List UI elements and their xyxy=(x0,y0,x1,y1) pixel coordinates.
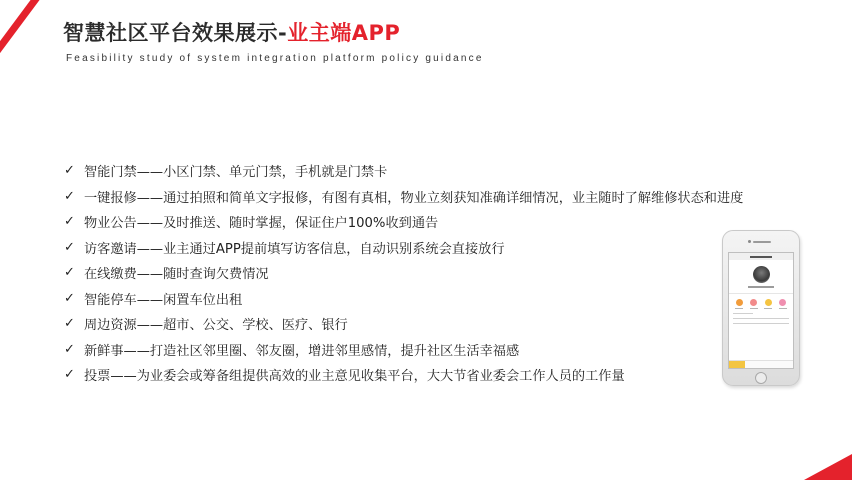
check-icon: ✓ xyxy=(64,188,75,204)
check-icon: ✓ xyxy=(64,367,75,383)
screen-text-line xyxy=(733,318,789,319)
screen-tab xyxy=(761,361,777,368)
feature-item xyxy=(64,184,743,210)
check-icon: ✓ xyxy=(64,163,75,179)
check-icon: ✓ xyxy=(64,341,75,357)
title-main: 智慧社区平台效果展示- xyxy=(63,21,288,45)
feature-item xyxy=(64,286,743,312)
feature-text: 智能门禁——小区门禁、单元门禁，手机就是门禁卡 xyxy=(84,165,388,181)
screen-tab-bar xyxy=(729,360,793,368)
screen-tab-active xyxy=(729,361,745,368)
feature-item xyxy=(64,235,743,261)
feature-text: 投票——为业委会或筹备组提供高效的业主意见收集平台，大大节省业委会工作人员的工作量 xyxy=(84,369,625,385)
feature-text: 物业公告——及时推送、随时掌握，保证住户100%收到通告 xyxy=(84,216,439,232)
screen-tab xyxy=(777,361,793,368)
screen-icon-labels xyxy=(729,306,793,309)
screen-app-icon xyxy=(750,299,757,306)
check-icon: ✓ xyxy=(64,239,75,255)
screen-app-icon xyxy=(765,299,772,306)
screen-username xyxy=(748,286,774,288)
check-icon: ✓ xyxy=(64,316,75,332)
check-icon: ✓ xyxy=(64,290,75,306)
screen-app-icon xyxy=(779,299,786,306)
screen-app-icon xyxy=(736,299,743,306)
phone-screen xyxy=(728,252,794,369)
feature-item xyxy=(64,311,743,337)
home-button-icon xyxy=(755,372,767,384)
feature-item xyxy=(64,362,743,388)
check-icon: ✓ xyxy=(64,214,75,230)
speaker-icon xyxy=(753,241,771,243)
title-accent: 业主端APP xyxy=(287,21,401,45)
corner-decoration-bottom-right xyxy=(804,454,852,480)
feature-item xyxy=(64,337,743,363)
screen-icon-row xyxy=(729,294,793,306)
feature-text: 在线缴费——随时查询欠费情况 xyxy=(84,267,269,283)
feature-text: 一键报修——通过拍照和简单文字报修，有图有真相，物业立刻获知准确详细情况，业主随时了解维修状态和进度 xyxy=(84,190,744,206)
page-title xyxy=(63,17,400,47)
corner-decoration-inner xyxy=(0,0,46,74)
check-icon: ✓ xyxy=(64,265,75,281)
screen-text-line xyxy=(733,313,753,314)
feature-item xyxy=(64,209,743,235)
feature-text: 周边资源——超市、公交、学校、医疗、银行 xyxy=(84,318,348,334)
phone-mockup xyxy=(722,230,800,386)
feature-text: 智能停车——闲置车位出租 xyxy=(84,292,243,308)
avatar xyxy=(753,266,770,283)
camera-icon xyxy=(748,240,751,243)
feature-list xyxy=(64,158,743,388)
page-subtitle: Feasibility study of system integration platform policy guidance xyxy=(66,53,484,64)
screen-header-bar xyxy=(729,253,793,260)
feature-item xyxy=(64,260,743,286)
feature-text: 新鲜事——打造社区邻里圈、邻友圈，增进邻里感情，提升社区生活幸福感 xyxy=(84,343,520,359)
feature-text: 访客邀请——业主通过APP提前填写访客信息，自动识别系统会直接放行 xyxy=(84,241,505,257)
screen-tab xyxy=(745,361,761,368)
feature-item xyxy=(64,158,743,184)
